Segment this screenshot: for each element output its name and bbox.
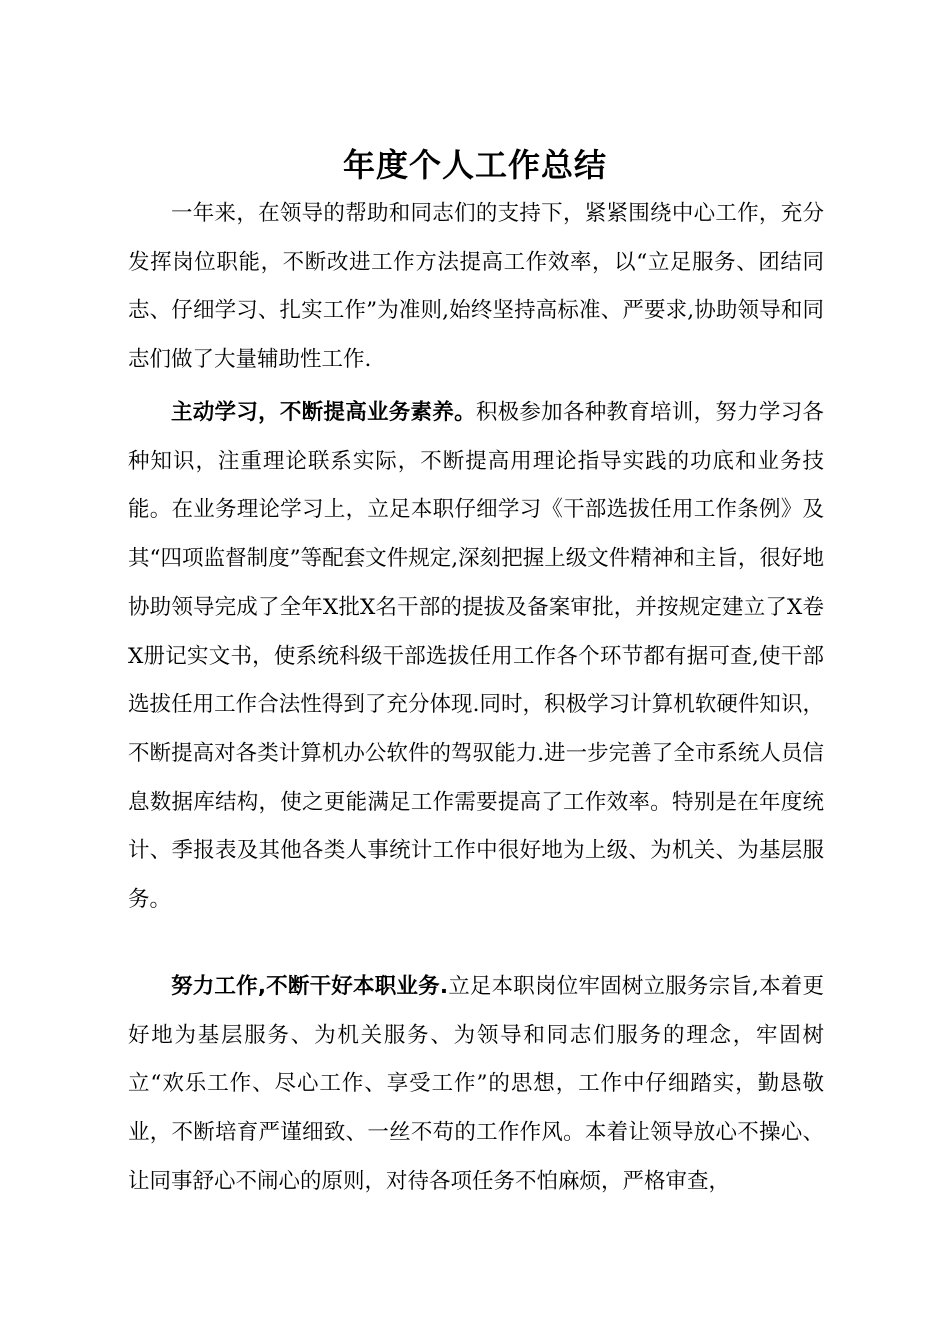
paragraph-1-text: 一年来，在领导的帮助和同志们的支持下，紧紧围绕中心工作，充分发挥岗位职能，不断改进工作方法提高工作效率，以“立足服务、团结同志、仔细学习、扎实工作”为准则,始终坚持高标准、严要求,协助领导和同志们做了大量辅助性工作. — [128, 201, 824, 373]
paragraph-3 — [128, 963, 824, 1207]
document-title: 年度个人工作总结 — [342, 146, 607, 184]
paragraph-2-text: 积极参加各种教育培训，努力学习各种知识，注重理论联系实际，不断提高用理论指导实践的功底和业务技能。在业务理论学习上，立足本职仔细学习《干部选拔任用工作条例》及其“四项监督制度”等配套文件规定,深刻把握上级文件精神和主旨，很好地协助领导完成了全年X批X名干部的提拔及备案审批，并按规定建立了X卷X册记实文书，使系统科级干部选拔任用工作各个环节都有据可查,使干部选拔任用工作合法性得到了充分体现.同时，积极学习计算机软硬件知识，不断提高对各类计算机办公软件的驾驭能力.进一步完善了全市系统人员信息数据库结构，使之更能满足工作需要提高了工作效率。特别是在年度统计、季报表及其他各类人事统计工作中很好地为上级、为机关、为基层服务。 — [128, 400, 824, 913]
paragraph-3-text: 立足本职岗位牢固树立服务宗旨,本着更好地为基层服务、为机关服务、为领导和同志们服务的理念，牢固树立“欢乐工作、尽心工作、享受工作”的思想，工作中仔细踏实，勤恳敬业，不断培育严谨细致、一丝不苟的工作作风。本着让领导放心不操心、让同事舒心不闹心的原则，对待各项任务不怕麻烦，严格审查， — [128, 974, 824, 1194]
paragraph-3-lead: 努力工作,不断干好本职业务. — [171, 974, 448, 999]
paragraph-1 — [128, 190, 824, 385]
paragraph-2 — [128, 389, 824, 925]
paragraph-2-lead: 主动学习，不断提高业务素养。 — [171, 400, 476, 425]
